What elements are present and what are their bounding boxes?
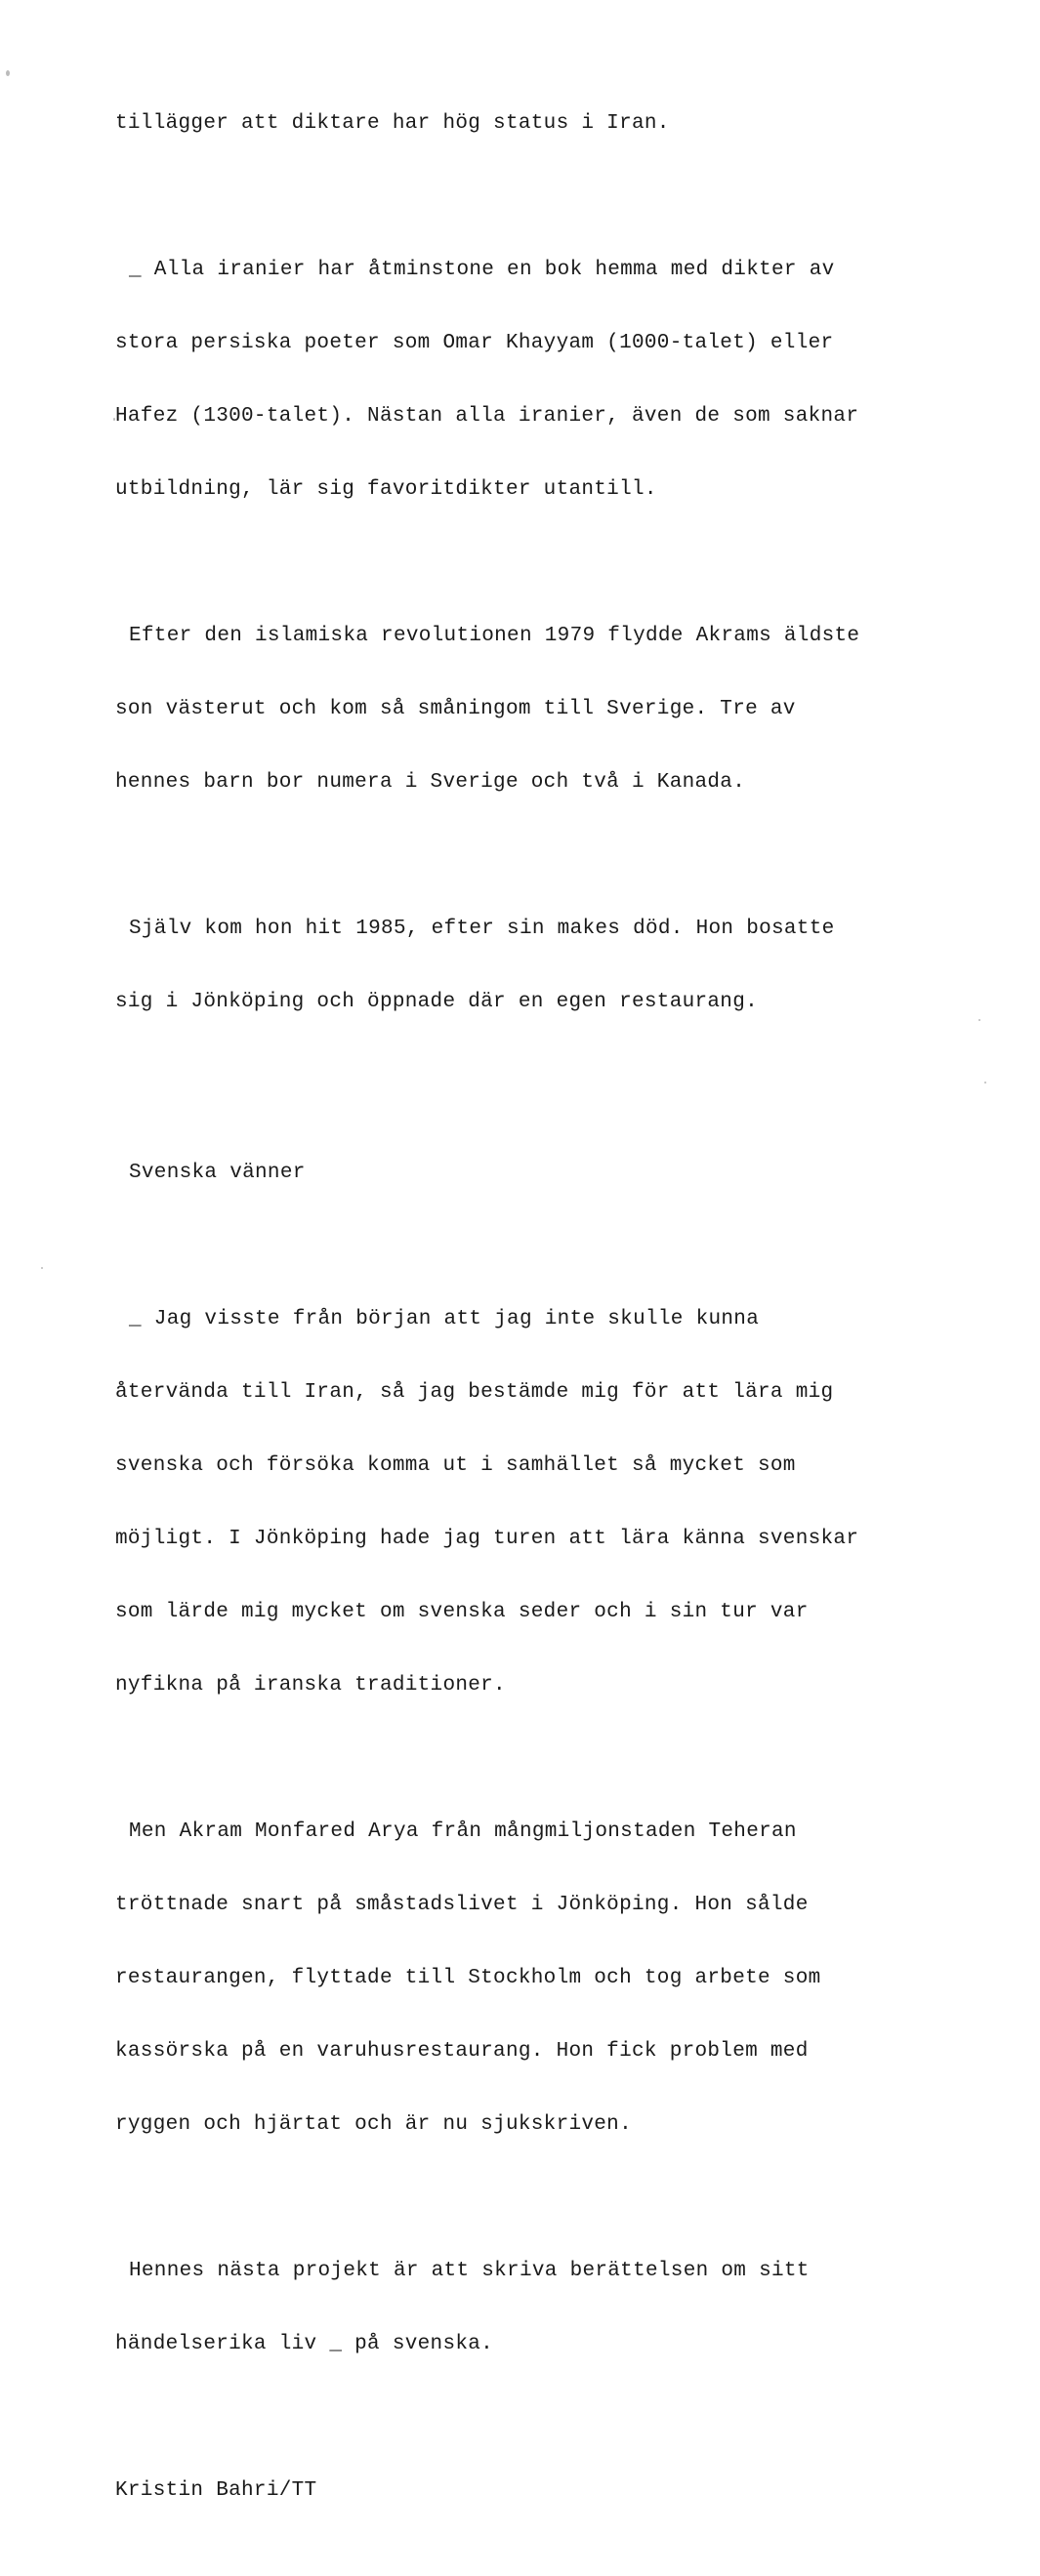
text-line: Efter den islamiska revolutionen 1979 flydde Akrams äldste bbox=[129, 625, 860, 647]
text-line: tillägger att diktare har hög status i Iran. bbox=[115, 112, 670, 135]
paragraph-stockholm bbox=[115, 1771, 994, 2186]
text-line: _ Jag visste från början att jag inte skulle kunna bbox=[129, 1308, 760, 1330]
scan-speck bbox=[41, 1267, 43, 1269]
text-line: händelserika liv _ på svenska. bbox=[115, 2333, 494, 2355]
scan-speck bbox=[6, 70, 10, 76]
text-line: Hennes nästa projekt är att skriva berättelsen om sitt bbox=[129, 2260, 810, 2282]
paragraph-poetry-quote bbox=[115, 209, 994, 551]
scan-speck bbox=[984, 1082, 986, 1084]
text-line: Själv kom hon hit 1985, efter sin makes död. Hon bosatte bbox=[129, 918, 835, 940]
text-line: svenska och försöka komma ut i samhället så mycket som bbox=[115, 1454, 796, 1477]
text-line: kassörska på en varuhusrestaurang. Hon fick problem med bbox=[115, 2040, 809, 2063]
text-line: ryggen och hjärtat och är nu sjukskriven. bbox=[115, 2113, 632, 2136]
text-line: son västerut och kom så småningom till Sverige. Tre av bbox=[115, 698, 796, 720]
section-heading bbox=[115, 1112, 994, 1234]
text-line: återvända till Iran, så jag bestämde mig för att lära mig bbox=[115, 1381, 834, 1404]
text-line: _ Alla iranier har åtminstone en bok hemma med dikter av bbox=[129, 259, 835, 281]
scan-speck bbox=[113, 418, 115, 421]
text-line: hennes barn bor numera i Sverige och två i Kanada. bbox=[115, 771, 746, 794]
text-line: utbildning, lär sig favoritdikter utantill. bbox=[115, 478, 657, 501]
text-line: tröttnade snart på småstadslivet i Jönköping. Hon sålde bbox=[115, 1894, 809, 1916]
paragraph-swedish-friends bbox=[115, 1258, 994, 1746]
paragraph-revolution bbox=[115, 575, 994, 843]
byline bbox=[115, 2430, 994, 2552]
paragraph-continuation bbox=[115, 62, 994, 184]
text-line: som lärde mig mycket om svenska seder och i sin tur var bbox=[115, 1601, 809, 1623]
paragraph-next-project bbox=[115, 2210, 994, 2405]
text-line: nyfikna på iranska traditioner. bbox=[115, 1674, 506, 1697]
article-text bbox=[115, 62, 994, 2576]
text-line: Hafez (1300-talet). Nästan alla iranier, även de som saknar bbox=[115, 405, 859, 428]
scan-speck bbox=[978, 1019, 980, 1021]
text-line: sig i Jönköping och öppnade där en egen restaurang. bbox=[115, 991, 759, 1013]
text-line: möjligt. I Jönköping hade jag turen att lära känna svenskar bbox=[115, 1528, 859, 1550]
paragraph-arrival bbox=[115, 868, 994, 1063]
byline-text: Kristin Bahri/TT bbox=[115, 2479, 317, 2502]
text-line: Men Akram Monfared Arya från mångmiljonstaden Teheran bbox=[129, 1820, 797, 1843]
heading-text: Svenska vänner bbox=[129, 1162, 306, 1184]
text-line: restaurangen, flyttade till Stockholm och tog arbete som bbox=[115, 1967, 821, 1989]
text-line: stora persiska poeter som Omar Khayyam (1000-talet) eller bbox=[115, 332, 834, 354]
